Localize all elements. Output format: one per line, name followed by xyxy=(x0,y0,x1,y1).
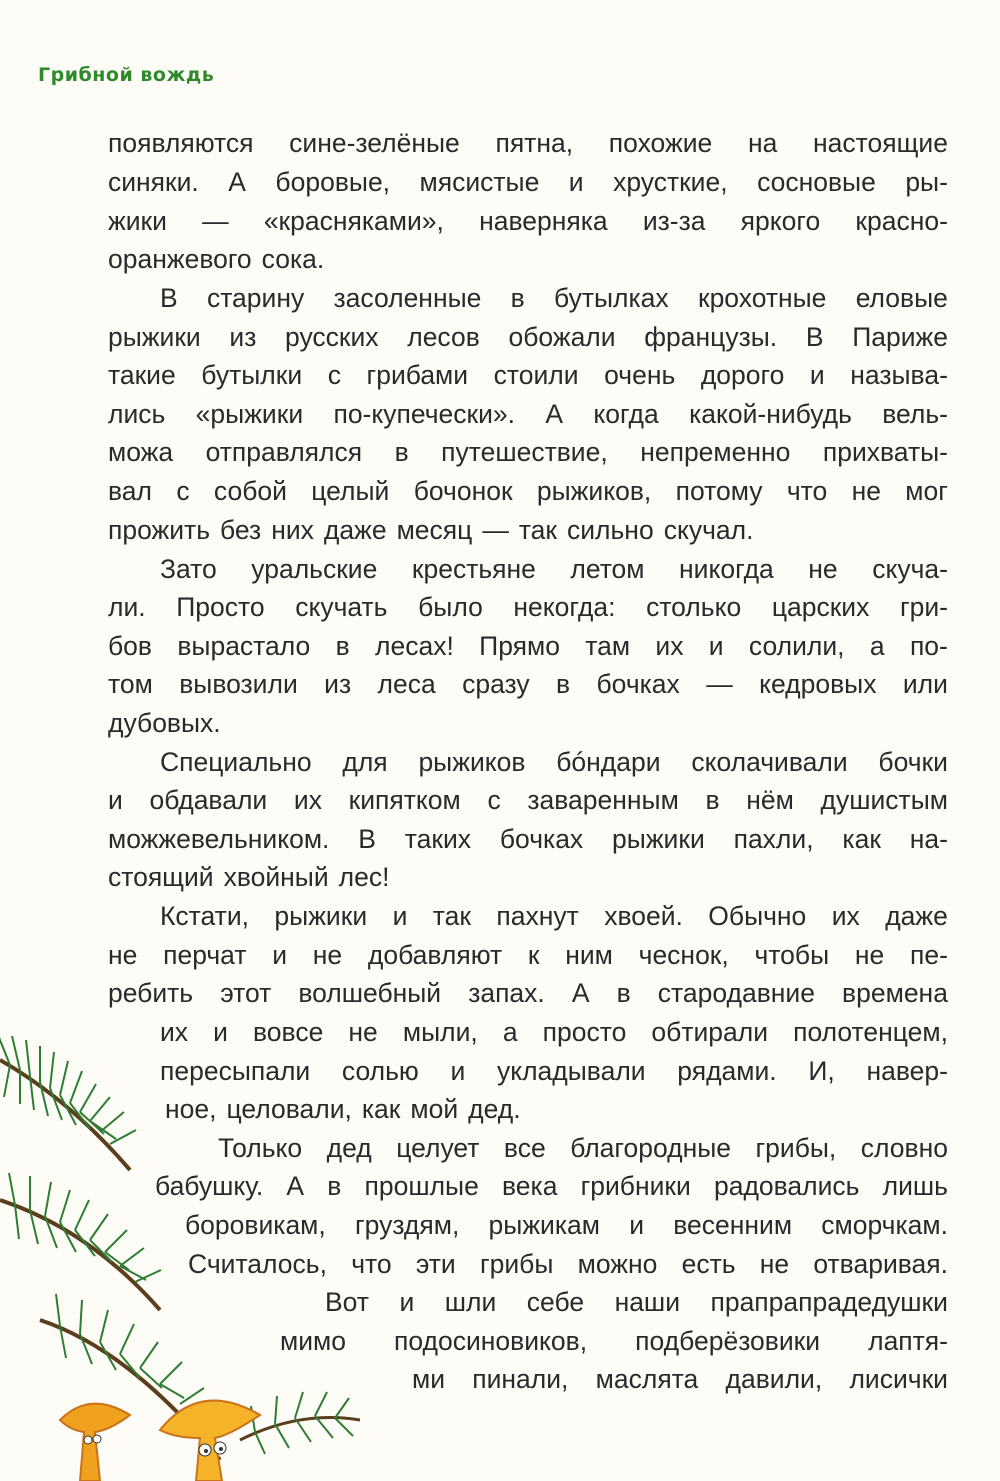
text-line: мимо подосиновиков, подберёзовики лаптя- xyxy=(280,1326,948,1356)
text-line: оранжевого сока. xyxy=(108,244,325,274)
text-line: Вот и шли себе наши прапрапрадедушки xyxy=(325,1287,948,1317)
text-line: появляются сине-зелёные пятна, похожие на настоящие xyxy=(108,128,948,158)
text-line: бов вырастало в лесах! Прямо там их и солили, а по- xyxy=(108,631,948,661)
text-line: дубовых. xyxy=(108,708,221,738)
text-line: ребить этот волшебный запах. А в стародавние времена xyxy=(108,978,948,1008)
text-line: жики — «красняками», наверняка из-за яркого красно- xyxy=(108,206,948,236)
text-line: бабушку. А в прошлые века грибники радовались лишь xyxy=(155,1171,948,1201)
running-header: Грибной вождь xyxy=(38,64,215,86)
text-line: ли. Просто скучать было некогда: столько царских гри- xyxy=(108,592,948,622)
text-line: синяки. А боровые, мясистые и хрусткие, сосновые ры- xyxy=(108,167,948,197)
text-line: вал с собой целый бочонок рыжиков, потому что не мог xyxy=(108,476,948,506)
text-line: можа отправлялся в путешествие, непременно прихваты- xyxy=(108,437,948,467)
text-line: Только дед целует все благородные грибы, словно xyxy=(218,1133,948,1163)
text-line: такие бутылки с грибами стоили очень дорого и называ- xyxy=(108,360,948,390)
text-line: пересыпали солью и укладывали рядами. И, навер- xyxy=(160,1056,948,1086)
text-line: можжевельником. В таких бочках рыжики пахли, как на- xyxy=(108,824,948,854)
text-line: ми пинали, маслята давили, лисички xyxy=(412,1364,948,1394)
text-line: Зато уральские крестьяне летом никогда не скуча- xyxy=(160,554,948,584)
text-line: их и вовсе не мыли, а просто обтирали полотенцем, xyxy=(160,1017,948,1047)
text-line: В старину засоленные в бутылках крохотные еловые xyxy=(160,283,948,313)
pine-branches-and-chanterelles-illustration xyxy=(0,1020,360,1481)
text-line: и обдавали их кипятком с заваренным в нём душистым xyxy=(108,785,948,815)
text-line: стоящий хвойный лес! xyxy=(108,862,390,892)
text-line: Специально для рыжиков бóндари сколачивали бочки xyxy=(160,747,948,777)
text-line: ное, целовали, как мой дед. xyxy=(165,1094,521,1124)
text-line: том вывозили из леса сразу в бочках — кедровых или xyxy=(108,669,948,699)
text-line: прожить без них даже месяц — так сильно скучал. xyxy=(108,515,754,545)
text-line: Считалось, что эти грибы можно есть не отваривая. xyxy=(188,1249,948,1279)
text-line: лись «рыжики по-купечески». А когда какой-нибудь вель- xyxy=(108,399,948,429)
text-line: Кстати, рыжики и так пахнут хвоей. Обычно их даже xyxy=(160,901,948,931)
text-line: боровикам, груздям, рыжикам и весенним сморчкам. xyxy=(185,1210,948,1240)
text-line: не перчат и не добавляют к ним чеснок, чтобы не пе- xyxy=(108,940,948,970)
text-line: рыжики из русских лесов обожали французы. В Париже xyxy=(108,322,948,352)
